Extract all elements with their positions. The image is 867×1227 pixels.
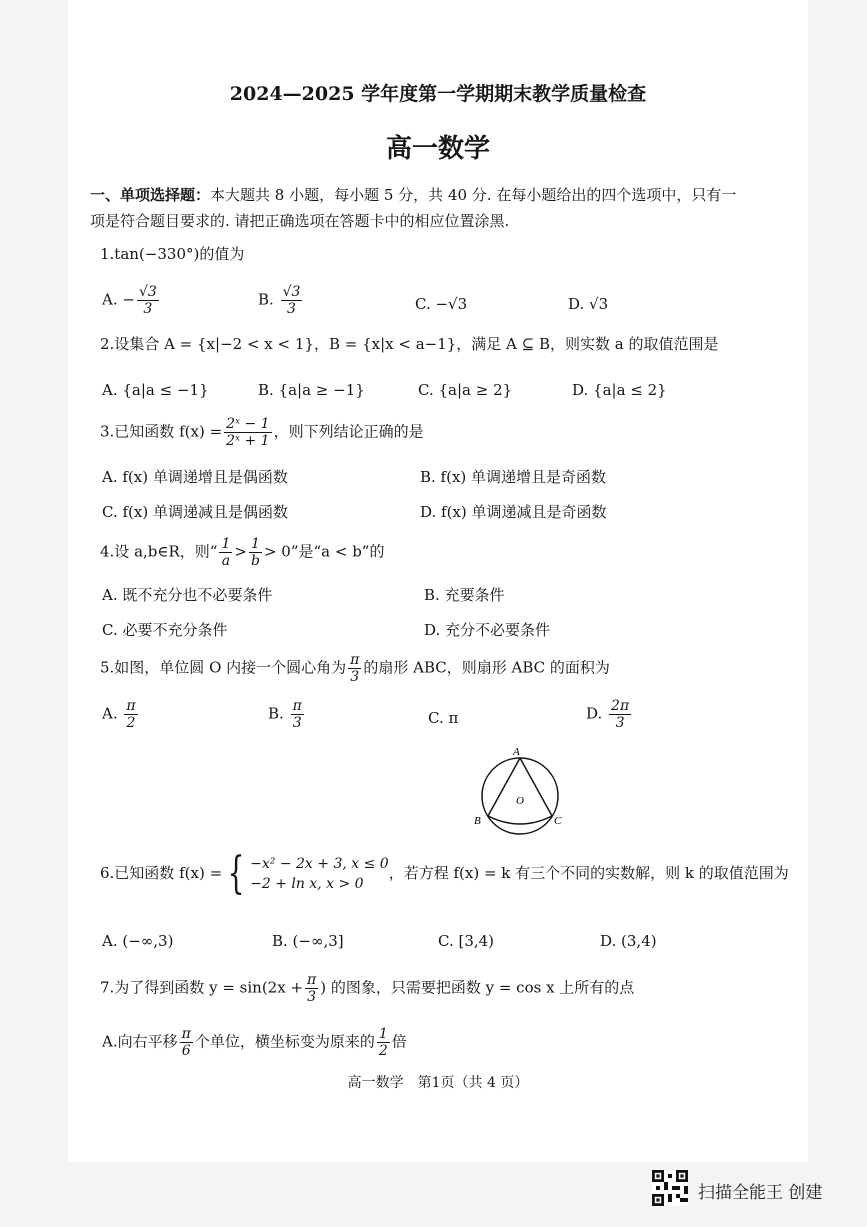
page-footer: 高一数学 第1页（共 4 页）	[347, 1075, 529, 1091]
q3-fraction: $\frac{\text{2ˣ − 1}}{\text{2ˣ + 1}}$	[226, 416, 270, 449]
q1-option-b: B. $\frac{√3}{3}$	[258, 284, 301, 317]
q3-option-d: D. f(x) 单调递减且是奇函数	[420, 503, 607, 521]
q7-stem: 7.为了得到函数 y = sin(2x + $\frac{\pi}{3}$ ) 的图象，只需要把函数 y = cos x 上所有的点	[100, 972, 635, 1005]
q5-figure	[468, 746, 578, 836]
q7-option-a: A.向右平移 $\frac{\pi}{6}$ 个单位，横坐标变为原来的 $\frac{1}{2}$ 倍	[102, 1026, 407, 1059]
q4-option-b: B. 充要条件	[424, 586, 505, 604]
q1-a-fraction: $\frac{√3}{3}$	[138, 284, 157, 317]
q5-option-c: C. π	[428, 709, 459, 727]
q4-stem: 4.设 a,b∈R，则“ $\frac{1}{a}$ > $\frac{1}{b}$ > 0”是“a < b”的	[100, 536, 385, 569]
section-intro-line1: 一、单项选择题：本大题共 8 小题，每小题 5 分，共 40 分. 在每小题给出的四个选项中，只有一	[90, 186, 737, 204]
q5-option-a: A. $\frac{\pi}{2}$	[102, 698, 136, 731]
q4-option-c: C. 必要不充分条件	[102, 621, 228, 639]
q6-option-c: C. [3,4)	[438, 932, 495, 950]
qr-code-icon	[652, 1170, 688, 1206]
exam-title: 2024—2025 学年度第一学期期末教学质量检查	[229, 83, 647, 105]
q2-option-d: D. {a|a ≤ 2}	[572, 381, 667, 399]
q2-option-a: A. {a|a ≤ −1}	[102, 381, 209, 399]
fig-label-a: A	[513, 746, 520, 758]
fig-label-c: C	[554, 815, 562, 827]
q6-option-d: D. (3,4)	[600, 932, 657, 950]
subject-title: 高一数学	[385, 134, 490, 164]
q6-option-a: A. (−∞,3)	[102, 932, 174, 950]
section-intro-line2: 项是符合题目要求的. 请把正确选项在答题卡中的相应位置涂黑.	[90, 212, 510, 230]
q2-stem: 2.设集合 A = {x|−2 < x < 1}，B = {x|x < a−1}，满足 A ⊆ B，则实数 a 的取值范围是	[100, 335, 719, 353]
sector-side-ab	[488, 758, 520, 816]
q1-stem: 1.tan(−330°)的值为	[100, 245, 245, 263]
q4-option-a: A. 既不充分也不必要条件	[102, 586, 273, 604]
scanner-watermark: 扫描全能王 创建	[698, 1183, 823, 1203]
q1-option-c: C. −√3	[415, 295, 468, 313]
q2-option-b: B. {a|a ≥ −1}	[258, 381, 365, 399]
q3-option-a: A. f(x) 单调递增且是偶函数	[102, 468, 288, 486]
q5-stem: 5.如图，单位圆 O 内接一个圆心角为 $\frac{\pi}{3}$ 的扇形 ABC，则扇形 ABC 的面积为	[100, 652, 610, 685]
q6-piecewise: −x² − 2x + 3, x ≤ 0 −2 + ln x, x > 0	[250, 856, 389, 892]
q6-option-b: B. (−∞,3]	[272, 932, 344, 950]
q1-option-a: A. − $\frac{√3}{3}$	[102, 284, 157, 317]
exam-page	[68, 0, 808, 1162]
q5-option-d: D. $\frac{2\pi}{3}$	[586, 698, 630, 731]
q1-option-d: D. √3	[568, 295, 609, 313]
fig-label-b: B	[474, 815, 481, 827]
q6-stem: 6.已知函数 f(x) = { −x² − 2x + 3, x ≤ 0 −2 + ln x, x > 0 ，若方程 f(x) = k 有三个不同的实数解，则 k 的取值范围为	[100, 848, 789, 899]
q3-stem: 3.已知函数 f(x) = $\frac{\text{2ˣ − 1}}{\text{2ˣ + 1}}$ ，则下列结论正确的是	[100, 416, 424, 449]
q2-option-c: C. {a|a ≥ 2}	[418, 381, 513, 399]
sector-arc-bc	[488, 816, 552, 824]
q3-option-c: C. f(x) 单调递减且是偶函数	[102, 503, 288, 521]
fig-label-o: O	[516, 795, 524, 807]
section-heading: 一、单项选择题：	[90, 186, 211, 204]
sector-side-ac	[520, 758, 552, 816]
q3-option-b: B. f(x) 单调递增且是奇函数	[420, 468, 607, 486]
q4-option-d: D. 充分不必要条件	[424, 621, 551, 639]
q5-option-b: B. $\frac{\pi}{3}$	[268, 698, 302, 731]
